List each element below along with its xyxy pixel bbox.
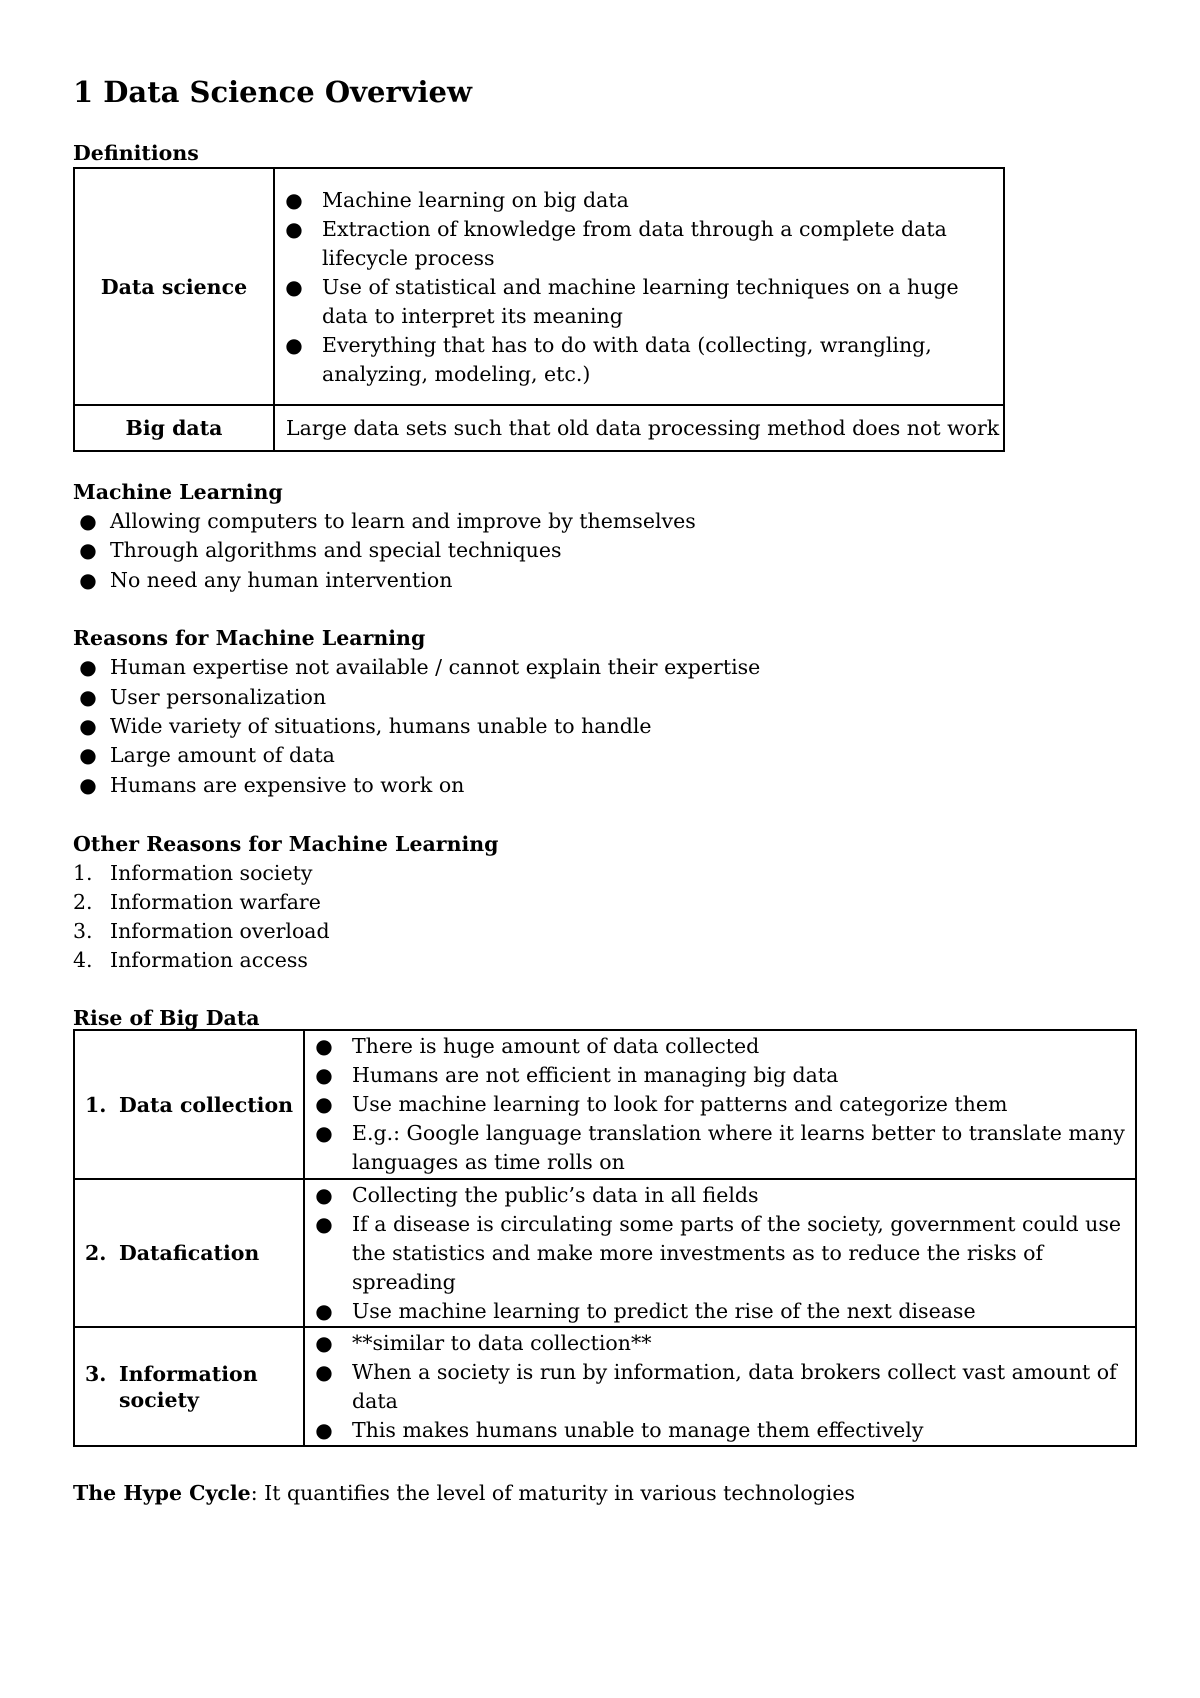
hype-cycle-paragraph xyxy=(73,1480,855,1506)
list-item: ● **similar to data collection** xyxy=(305,1329,1135,1358)
bullet-icon: ● xyxy=(315,1034,333,1058)
list-number: 1. xyxy=(73,861,93,885)
term-data-science: Data science xyxy=(74,168,274,405)
list-item: ● Machine learning on big data xyxy=(275,186,1003,215)
definitions-heading: Definitions xyxy=(73,141,199,165)
list-item: ● Humans are not efficient in managing big data xyxy=(305,1061,1135,1090)
list-item: ● Use machine learning to look for patterns and categorize them xyxy=(305,1090,1135,1119)
bullet-icon: ● xyxy=(315,1211,333,1236)
rise-heading: Rise of Big Data xyxy=(73,1006,260,1030)
list-item: Humans are expensive to work on xyxy=(110,773,465,797)
bullet-icon: ● xyxy=(315,1359,333,1384)
rise-row-data-collection xyxy=(74,1030,1136,1179)
list-item: ● This makes humans unable to manage them effectively xyxy=(305,1416,1135,1445)
list-item: Information overload xyxy=(110,919,330,943)
definitions-row-big-data xyxy=(74,405,1004,451)
machine-learning-heading: Machine Learning xyxy=(73,480,283,504)
bullet-icon: ● xyxy=(315,1121,333,1145)
bullet-icon: ● xyxy=(315,1092,333,1116)
list-item: Information access xyxy=(110,948,308,972)
list-item: ● If a disease is circulating some parts of the society, government could use the statistics and make more investments as to reduce the risks of spreading xyxy=(315,1211,1122,1294)
list-number: 2. xyxy=(73,890,93,914)
bullet-icon: ● xyxy=(285,332,303,357)
data-collection-points xyxy=(304,1030,1136,1179)
list-item: ● There is huge amount of data collected xyxy=(305,1032,1135,1061)
list-item: ● Collecting the public’s data in all fields xyxy=(305,1181,1135,1210)
list-item: Wide variety of situations, humans unable to handle xyxy=(110,714,652,738)
reasons-heading: Reasons for Machine Learning xyxy=(73,626,426,650)
data-science-definitions xyxy=(274,168,1004,405)
list-item: Large amount of data xyxy=(110,743,335,767)
bullet-icon: ● xyxy=(79,538,97,562)
bullet-icon: ● xyxy=(315,1330,333,1355)
rise-term-information-society xyxy=(74,1327,304,1446)
term-big-data: Big data xyxy=(74,405,274,451)
bullet-icon: ● xyxy=(79,568,97,592)
list-item: ● E.g.: Google language translation where it learns better to translate many languages as time rolls on xyxy=(315,1121,1125,1174)
rise-term-data-collection xyxy=(74,1030,304,1179)
list-item: Information warfare xyxy=(110,890,321,914)
list-item: ● Everything that has to do with data (collecting, wrangling, analyzing, modeling, etc.) xyxy=(285,332,932,386)
rise-row-datafication xyxy=(74,1179,1136,1327)
list-number: 3. xyxy=(73,919,93,943)
definitions-row-data-science xyxy=(74,168,1004,405)
rise-term-label: Data collection xyxy=(119,1092,294,1117)
list-item: ● Extraction of knowledge from data through a complete data lifecycle process xyxy=(285,216,947,270)
hype-cycle-text: : It quantifies the level of maturity in various technologies xyxy=(250,1481,855,1505)
list-item: ● When a society is run by information, data brokers collect vast amount of data xyxy=(315,1359,1117,1413)
bullet-icon: ● xyxy=(79,685,97,709)
rise-term-datafication xyxy=(74,1179,304,1327)
bullet-icon: ● xyxy=(285,216,303,241)
bullet-icon: ● xyxy=(315,1063,333,1087)
rise-term-label: Information society xyxy=(119,1361,258,1412)
bullet-icon: ● xyxy=(315,1417,333,1442)
list-item: ● Use machine learning to predict the rise of the next disease xyxy=(305,1297,1135,1326)
bullet-icon: ● xyxy=(79,509,97,533)
list-item: Human expertise not available / cannot explain their expertise xyxy=(110,655,761,679)
rise-row-information-society xyxy=(74,1327,1136,1446)
big-data-definition: Large data sets such that old data processing method does not work xyxy=(274,405,1004,451)
list-item: No need any human intervention xyxy=(110,568,453,592)
list-number: 4. xyxy=(73,948,93,972)
rise-table xyxy=(73,1029,1137,1447)
bullet-icon: ● xyxy=(79,655,97,679)
rise-term-number: 3. xyxy=(85,1361,107,1386)
list-item: Through algorithms and special techniques xyxy=(110,538,562,562)
bullet-icon: ● xyxy=(315,1298,333,1323)
list-item: Allowing computers to learn and improve by themselves xyxy=(110,509,696,533)
bullet-icon: ● xyxy=(79,714,97,738)
bullet-icon: ● xyxy=(315,1182,333,1207)
rise-term-label: Datafication xyxy=(119,1241,260,1265)
bullet-icon: ● xyxy=(79,743,97,767)
list-item: Information society xyxy=(110,861,313,885)
datafication-points xyxy=(304,1179,1136,1327)
definitions-table xyxy=(73,167,1005,452)
page-title: 1 Data Science Overview xyxy=(73,75,472,109)
hype-cycle-label: The Hype Cycle xyxy=(73,1481,251,1505)
information-society-points xyxy=(304,1327,1136,1446)
list-item: User personalization xyxy=(110,685,327,709)
rise-term-number: 1. xyxy=(85,1092,107,1117)
bullet-icon: ● xyxy=(285,274,303,299)
rise-term-number: 2. xyxy=(85,1241,107,1265)
bullet-icon: ● xyxy=(79,773,97,797)
other-reasons-heading: Other Reasons for Machine Learning xyxy=(73,832,499,856)
list-item: ● Use of statistical and machine learning techniques on a huge data to interpret its meaning xyxy=(285,274,959,328)
bullet-icon: ● xyxy=(285,187,303,212)
